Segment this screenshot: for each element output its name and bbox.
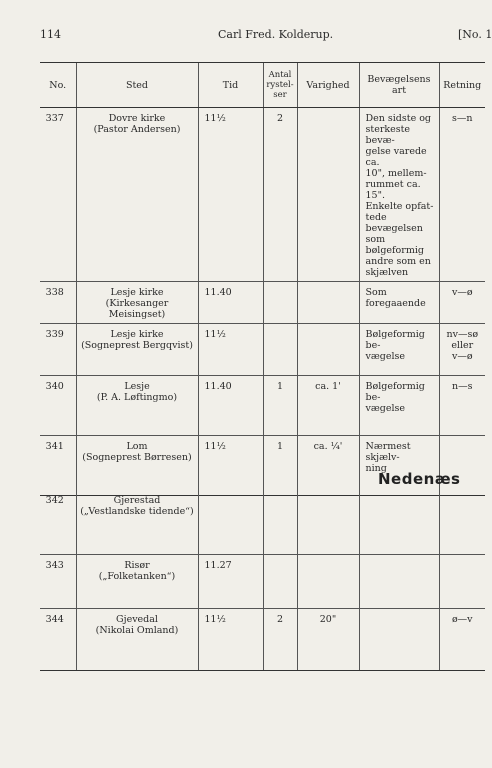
row-duration: ca. ¼' <box>297 436 359 496</box>
row-movement-type <box>359 282 439 324</box>
row-time <box>198 490 263 554</box>
row-number: 340 <box>40 376 76 436</box>
movement-line: 10", mellem- <box>365 168 427 179</box>
row-time: 11½ <box>198 324 263 376</box>
row-number: 341 <box>40 436 76 496</box>
row-time: 11.27 <box>198 554 263 608</box>
row-location <box>76 490 198 554</box>
table-row <box>40 554 485 608</box>
row-duration <box>297 324 359 376</box>
row-duration <box>297 490 359 554</box>
direction-line: s—n <box>452 113 473 124</box>
row-duration <box>297 282 359 324</box>
direction-line: nv—sø <box>446 329 479 340</box>
location-line: Gjerestad <box>113 495 161 506</box>
row-duration: 20" <box>297 608 359 670</box>
page-header <box>40 28 492 44</box>
movement-line: Som foregaaende <box>365 287 426 309</box>
row-number: 343 <box>40 554 76 608</box>
direction-line: v—ø <box>451 351 473 362</box>
row-movement-type <box>359 554 439 608</box>
section-label: Nedenæs <box>378 470 461 488</box>
location-line: Lesje kirke <box>110 287 164 298</box>
location-line: (Sogneprest Børresen) <box>82 452 192 463</box>
row-location <box>76 608 198 670</box>
location-line: („Folketanken“) <box>98 570 176 582</box>
table-row <box>40 282 485 324</box>
movement-line: andre som en <box>365 256 431 267</box>
row-direction <box>439 490 485 554</box>
movement-line: gelse varede ca. <box>365 146 427 168</box>
location-line: („Vestlandske tidende“) <box>80 506 194 517</box>
row-direction <box>439 554 485 608</box>
earthquake-table <box>40 62 485 496</box>
row-location <box>76 282 198 324</box>
row-direction <box>439 108 485 282</box>
movement-line: vægelse <box>365 403 406 414</box>
row-movement-type <box>359 376 439 436</box>
row-time: 11.40 <box>198 376 263 436</box>
movement-line: Enkelte opfat- <box>365 201 434 212</box>
table-row <box>40 608 485 670</box>
row-movement-type <box>359 490 439 554</box>
table-row <box>40 376 485 436</box>
column-header-antal-line: rystel- <box>266 80 294 90</box>
row-shock-count <box>263 324 297 376</box>
row-movement-type <box>359 324 439 376</box>
column-header-tid: Tid <box>198 63 263 108</box>
column-header-varighed: Varighed <box>297 63 359 108</box>
movement-line: rummet ca. 15". <box>365 179 421 201</box>
row-number: 338 <box>40 282 76 324</box>
row-number: 344 <box>40 608 76 670</box>
movement-line: vægelse <box>365 351 406 362</box>
column-header-no: No. <box>40 63 76 108</box>
movement-line: tede bevægelsen <box>365 212 423 234</box>
row-shock-count <box>263 282 297 324</box>
location-line: Dovre kirke <box>108 113 166 124</box>
row-number: 337 <box>40 108 76 282</box>
location-line: (Pastor Andersen) <box>93 124 181 135</box>
location-line: (Kirkesanger Meisingset) <box>105 298 169 320</box>
page-reference: [No. 1 <box>458 28 492 41</box>
row-movement-type <box>359 608 439 670</box>
row-shock-count <box>263 554 297 608</box>
row-time: 11.40 <box>198 282 263 324</box>
location-line: Lesje <box>124 381 150 392</box>
movement-line: som bølgeformig <box>365 234 424 256</box>
direction-line: ø—v <box>451 613 473 625</box>
location-line: (Nikolai Omland) <box>95 624 179 636</box>
row-number: 339 <box>40 324 76 376</box>
row-movement-type <box>359 108 439 282</box>
direction-line: v—ø <box>451 287 473 298</box>
row-number: 342 <box>40 490 76 554</box>
row-location <box>76 108 198 282</box>
location-line: (Sogneprest Bergqvist) <box>81 340 193 351</box>
location-line: Lesje kirke <box>110 329 164 340</box>
movement-line: skjælven <box>365 267 409 278</box>
column-header-art: Bevægelsens art <box>359 63 439 108</box>
column-header-antal <box>263 63 297 108</box>
movement-line: ning <box>365 463 387 474</box>
row-duration: ca. 1' <box>297 376 359 436</box>
movement-line: sterkeste bevæ- <box>365 124 411 146</box>
row-shock-count: 1 <box>263 376 297 436</box>
row-time: 11½ <box>198 436 263 496</box>
earthquake-table-nedenaes <box>40 490 485 671</box>
table-row <box>40 108 485 282</box>
running-title: Carl Fred. Kolderup. <box>218 28 334 41</box>
column-header-antal-line: ser <box>273 90 287 100</box>
direction-line: n—s <box>452 381 473 392</box>
movement-line: Nærmest skjælv- <box>365 441 411 463</box>
column-header-sted: Sted <box>76 63 198 108</box>
location-line: Lom <box>126 441 148 452</box>
row-location <box>76 554 198 608</box>
location-line: Gjevedal <box>116 613 158 625</box>
table-row <box>40 324 485 376</box>
row-direction <box>439 324 485 376</box>
row-location <box>76 436 198 496</box>
row-direction <box>439 282 485 324</box>
row-shock-count <box>263 490 297 554</box>
row-shock-count: 2 <box>263 108 297 282</box>
column-header-retning: Retning <box>439 63 485 108</box>
row-duration <box>297 108 359 282</box>
location-line: Risør <box>124 559 150 571</box>
table-header-row <box>40 63 485 108</box>
row-direction <box>439 608 485 670</box>
page-number: 114 <box>40 28 61 41</box>
row-location <box>76 324 198 376</box>
movement-line: Den sidste og <box>365 113 432 124</box>
row-time: 11½ <box>198 108 263 282</box>
movement-line: Bølgeformig be- <box>365 329 425 351</box>
row-shock-count: 2 <box>263 608 297 670</box>
column-header-antal-line: Antal <box>268 70 292 80</box>
direction-line: eller <box>451 340 474 351</box>
location-line: (P. A. Løftingmo) <box>96 392 178 403</box>
row-shock-count: 1 <box>263 436 297 496</box>
row-time: 11½ <box>198 608 263 670</box>
table-row <box>40 490 485 554</box>
row-direction <box>439 376 485 436</box>
movement-line: Bølgeformig be- <box>365 381 425 403</box>
row-duration <box>297 554 359 608</box>
row-location <box>76 376 198 436</box>
